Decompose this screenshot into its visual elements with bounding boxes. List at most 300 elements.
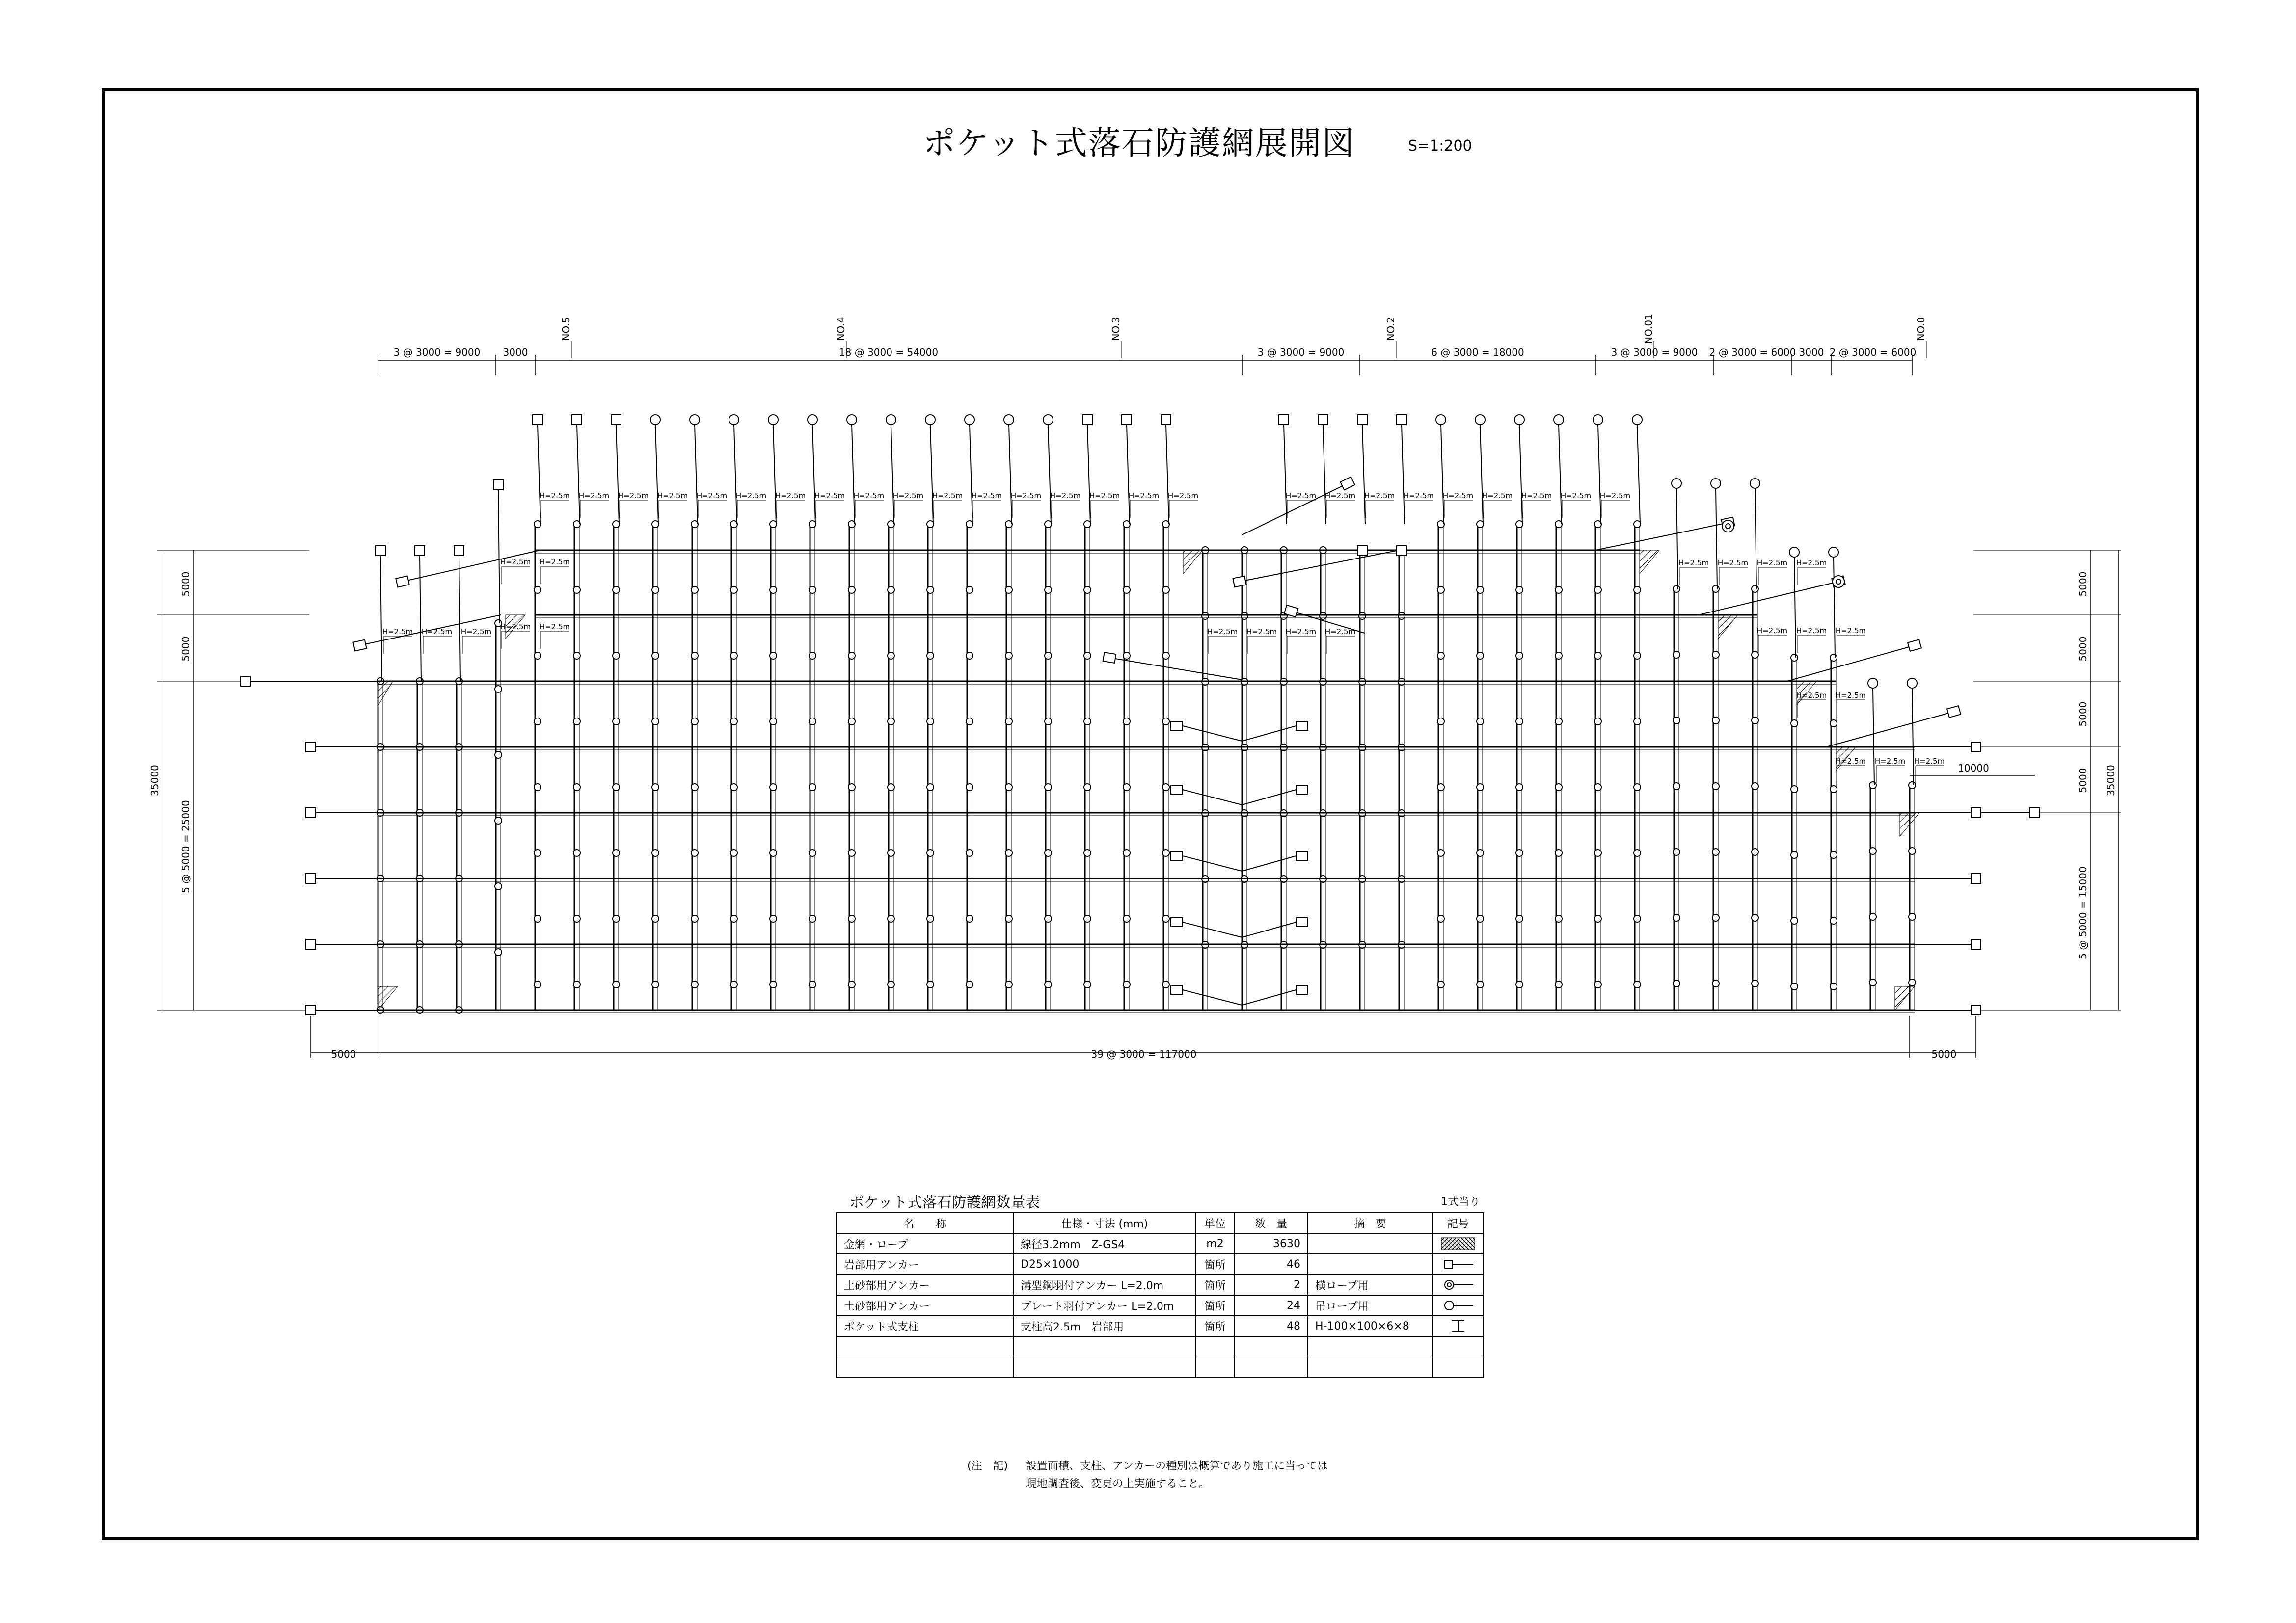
net-node xyxy=(1516,915,1523,922)
net-node xyxy=(848,981,855,988)
net-node xyxy=(888,784,894,791)
note-tag: (注 記) xyxy=(967,1460,1008,1472)
post-height-label: H=2.5m xyxy=(1246,627,1277,636)
net-node xyxy=(691,981,698,988)
net-node xyxy=(809,586,816,593)
net-node xyxy=(1555,915,1562,922)
net-node xyxy=(1634,586,1641,593)
net-node xyxy=(1516,718,1523,725)
net-node xyxy=(1712,980,1719,987)
guy-rope xyxy=(1242,856,1296,871)
net-node xyxy=(573,586,580,593)
post-height-label: H=2.5m xyxy=(1482,491,1513,500)
net-node xyxy=(1398,612,1405,619)
net-node xyxy=(1634,718,1641,725)
plate-anchor-icon xyxy=(1632,415,1642,425)
plate-anchor-icon xyxy=(1432,1295,1484,1316)
rock-anchor-icon xyxy=(1971,808,1981,818)
top-dimension-label: 3000 xyxy=(1799,346,1824,358)
plate-anchor-icon xyxy=(1554,415,1564,425)
hanger-rope xyxy=(1323,425,1326,524)
net-node xyxy=(1712,717,1719,724)
net-node xyxy=(809,850,816,856)
rock-anchor-icon xyxy=(572,415,582,425)
net-node xyxy=(770,915,777,922)
row-unit xyxy=(1196,1336,1234,1357)
net-node xyxy=(1830,720,1837,727)
net-node xyxy=(691,718,698,725)
net-node xyxy=(927,652,934,659)
net-node xyxy=(1673,980,1680,987)
net-node xyxy=(1477,915,1484,922)
plate-anchor-icon xyxy=(1672,479,1681,488)
net-node xyxy=(1830,983,1837,990)
net-node xyxy=(1162,850,1169,856)
row-name: 金網・ロープ xyxy=(837,1233,1013,1254)
plate-anchor-icon xyxy=(1829,547,1838,557)
rock-anchor-icon xyxy=(493,480,503,490)
net-node xyxy=(966,850,973,856)
net-node xyxy=(1712,849,1719,855)
net-node xyxy=(1437,586,1444,593)
bottom-dimension-label: 39 @ 3000 = 117000 xyxy=(1091,1048,1197,1060)
net-node xyxy=(1359,612,1366,619)
plate-anchor-icon xyxy=(847,415,857,425)
table-row xyxy=(837,1233,1484,1254)
net-node xyxy=(1752,585,1758,592)
rock-anchor-icon xyxy=(1357,415,1367,425)
net-node xyxy=(1437,718,1444,725)
net-node xyxy=(966,718,973,725)
extra-dimension-label: 10000 xyxy=(1958,762,1989,774)
row-note: 吊ロープ用 xyxy=(1308,1295,1432,1316)
guy-rope xyxy=(1183,790,1242,805)
hanger-rope xyxy=(420,556,421,681)
row-name: 岩部用アンカー xyxy=(837,1254,1013,1275)
post-height-label: H=2.5m xyxy=(382,627,413,636)
net-node xyxy=(1045,850,1052,856)
quantity-table xyxy=(836,1212,1484,1378)
net-node xyxy=(770,718,777,725)
net-node xyxy=(1437,850,1444,856)
net-node xyxy=(652,915,659,922)
net-node xyxy=(1162,784,1169,791)
row-symbol xyxy=(1432,1357,1484,1378)
net-node xyxy=(1162,718,1169,725)
top-dimension-label: 2 @ 3000 = 6000 xyxy=(1709,346,1796,358)
post-height-label: H=2.5m xyxy=(971,491,1002,500)
rock-anchor-icon xyxy=(1971,939,1981,949)
rock-anchor-icon xyxy=(1397,415,1406,425)
net-node xyxy=(1791,654,1798,661)
rock-anchor-icon xyxy=(611,415,621,425)
net-node xyxy=(1516,652,1523,659)
net-node xyxy=(966,586,973,593)
post-height-label: H=2.5m xyxy=(1560,491,1592,500)
net-node xyxy=(1555,718,1562,725)
net-node xyxy=(1005,652,1012,659)
row-unit: m2 xyxy=(1196,1233,1234,1254)
net-node xyxy=(1791,786,1798,793)
net-node xyxy=(1555,850,1562,856)
hanger-rope xyxy=(1912,688,1914,785)
net-node xyxy=(1477,586,1484,593)
net-node xyxy=(1673,914,1680,921)
rock-anchor-icon xyxy=(1171,851,1183,860)
hanger-rope xyxy=(1087,425,1090,524)
net-node xyxy=(1084,850,1091,856)
net-node xyxy=(1555,586,1562,593)
top-dimension-label: 3000 xyxy=(503,346,528,358)
net-node xyxy=(1437,981,1444,988)
guy-rope xyxy=(1242,726,1296,741)
row-spec: 支柱高2.5m 岩部用 xyxy=(1013,1316,1196,1336)
hanger-rope xyxy=(1598,425,1601,524)
net-node xyxy=(691,586,698,593)
row-spec: 溝型鋼羽付アンカー L=2.0m xyxy=(1013,1275,1196,1295)
net-node xyxy=(927,850,934,856)
net-node xyxy=(1320,612,1326,619)
rock-anchor-icon xyxy=(1122,415,1132,425)
row-name xyxy=(837,1336,1013,1357)
net-node xyxy=(1516,784,1523,791)
net-node xyxy=(1084,652,1091,659)
net-node xyxy=(927,586,934,593)
note-body xyxy=(1026,1458,1328,1493)
plate-anchor-icon xyxy=(1043,415,1053,425)
net-node xyxy=(1594,652,1601,659)
net-node xyxy=(1909,782,1916,789)
hanger-rope xyxy=(1873,688,1874,785)
net-node xyxy=(1830,786,1837,793)
net-node xyxy=(1634,981,1641,988)
post-height-label: H=2.5m xyxy=(1285,491,1317,500)
post-height-label: H=2.5m xyxy=(578,491,610,500)
plate-anchor-icon xyxy=(965,415,974,425)
net-node xyxy=(730,718,737,725)
net-node xyxy=(691,784,698,791)
net-node xyxy=(534,850,541,856)
rock-anchor-icon xyxy=(1971,874,1981,883)
hanger-rope xyxy=(1755,488,1756,589)
net-node xyxy=(809,652,816,659)
post-height-label: H=2.5m xyxy=(775,491,806,500)
net-node xyxy=(927,784,934,791)
post-height-label: H=2.5m xyxy=(1678,559,1709,567)
row-unit xyxy=(1196,1357,1234,1378)
net-node xyxy=(691,915,698,922)
net-node xyxy=(1084,981,1091,988)
post-height-label: H=2.5m xyxy=(539,558,570,566)
net-node xyxy=(1516,981,1523,988)
rock-anchor-icon xyxy=(1171,785,1183,794)
post-height-label: H=2.5m xyxy=(1521,491,1552,500)
net-node xyxy=(1045,981,1052,988)
post-height-label: H=2.5m xyxy=(814,491,845,500)
hanger-rope xyxy=(773,425,776,524)
rock-anchor-icon xyxy=(306,1005,316,1015)
table-row xyxy=(837,1295,1484,1316)
net-node xyxy=(1516,586,1523,593)
post-height-label: H=2.5m xyxy=(460,627,492,636)
rock-anchor-icon xyxy=(415,546,425,556)
net-node xyxy=(1712,914,1719,921)
net-node xyxy=(1634,784,1641,791)
net-node xyxy=(848,718,855,725)
post-height-label: H=2.5m xyxy=(892,491,924,500)
station-label: NO.5 xyxy=(560,317,572,341)
rock-anchor-icon xyxy=(1397,546,1406,556)
net-node xyxy=(1162,652,1169,659)
hanger-rope xyxy=(1480,425,1483,524)
top-dimension-label: 6 @ 3000 = 18000 xyxy=(1431,346,1524,358)
net-node xyxy=(848,652,855,659)
right-dimension-label: 5 @ 5000 = 15000 xyxy=(2077,866,2089,959)
net-node xyxy=(1477,718,1484,725)
post-height-label: H=2.5m xyxy=(1914,757,1945,766)
net-node xyxy=(888,850,894,856)
net-node xyxy=(1162,915,1169,922)
left-dimension-label: 5000 xyxy=(180,571,191,597)
plate-anchor-icon xyxy=(690,415,700,425)
net-node xyxy=(652,718,659,725)
hanger-rope xyxy=(498,490,500,623)
rock-anchor-icon xyxy=(1103,652,1116,663)
plate-anchor-icon xyxy=(650,415,660,425)
net-node xyxy=(1712,585,1719,592)
hanger-rope xyxy=(1402,425,1405,524)
hanger-rope xyxy=(1519,425,1522,524)
row-qty: 2 xyxy=(1234,1275,1308,1295)
net-node xyxy=(927,718,934,725)
hanger-rope xyxy=(1009,425,1012,524)
net-node xyxy=(573,652,580,659)
plate-anchor-icon xyxy=(925,415,935,425)
row-note: H-100×100×6×8 xyxy=(1308,1316,1432,1336)
hanger-rope xyxy=(812,425,815,524)
net-node xyxy=(1202,612,1209,619)
net-node xyxy=(966,981,973,988)
right-dimension-label: 5000 xyxy=(2077,701,2089,727)
net-node xyxy=(495,817,502,824)
hanger-rope xyxy=(891,425,894,524)
row-unit: 箇所 xyxy=(1196,1316,1234,1336)
net-node xyxy=(888,915,894,922)
net-node xyxy=(730,850,737,856)
net-node xyxy=(1752,914,1758,921)
top-dimension-label: 2 @ 3000 = 6000 xyxy=(1829,346,1917,358)
post-height-label: H=2.5m xyxy=(500,622,531,631)
net-node xyxy=(1437,652,1444,659)
net-node xyxy=(1673,651,1680,658)
net-node xyxy=(1791,720,1798,727)
net-node xyxy=(652,981,659,988)
net-node xyxy=(848,784,855,791)
row-note xyxy=(1308,1336,1432,1357)
net-node xyxy=(1005,586,1012,593)
row-name xyxy=(837,1357,1013,1378)
net-node xyxy=(1869,782,1876,789)
post-height-label: H=2.5m xyxy=(1835,757,1866,766)
hanger-rope xyxy=(616,425,619,524)
post-height-label: H=2.5m xyxy=(1756,559,1788,567)
net-node xyxy=(1084,586,1091,593)
hatched-pocket xyxy=(378,681,393,706)
post-height-label: H=2.5m xyxy=(1324,627,1356,636)
net-node xyxy=(1123,652,1130,659)
rock-anchor-icon xyxy=(1279,415,1289,425)
net-node xyxy=(1830,654,1837,661)
rock-anchor-icon xyxy=(1908,639,1921,651)
net-node xyxy=(927,981,934,988)
hanger-rope xyxy=(695,425,698,524)
net-node xyxy=(534,718,541,725)
net-node xyxy=(1084,915,1091,922)
rock-anchor-icon xyxy=(241,676,250,686)
net-node xyxy=(1437,784,1444,791)
post-height-label: H=2.5m xyxy=(1756,626,1788,635)
net-node xyxy=(1123,586,1130,593)
row-qty: 3630 xyxy=(1234,1233,1308,1254)
net-node xyxy=(652,850,659,856)
net-node xyxy=(1752,783,1758,790)
net-node xyxy=(809,784,816,791)
table-row xyxy=(837,1357,1484,1378)
post-height-label: H=2.5m xyxy=(1796,626,1827,635)
post-height-label: H=2.5m xyxy=(500,558,531,566)
rock-anchor-icon xyxy=(1357,546,1367,556)
plate-anchor-icon xyxy=(1789,547,1799,557)
net-node xyxy=(770,981,777,988)
net-node xyxy=(1712,651,1719,658)
hatched-pocket xyxy=(1640,550,1659,574)
guy-rope xyxy=(1242,990,1296,1005)
hanger-rope xyxy=(1362,425,1365,524)
post-height-label: H=2.5m xyxy=(1835,626,1866,635)
net-node xyxy=(770,850,777,856)
wire-net-grid xyxy=(377,521,1919,1013)
right-dimension-label: 5000 xyxy=(2077,768,2089,793)
plate-anchor-icon xyxy=(1907,678,1917,688)
top-dimension-label: 18 @ 3000 = 54000 xyxy=(838,346,939,358)
table-row xyxy=(837,1316,1484,1336)
rock-anchor-icon xyxy=(1171,721,1183,730)
net-node xyxy=(730,784,737,791)
net-node xyxy=(1909,848,1916,854)
note-line: 設置面積、支柱、アンカーの種別は概算であり施工に当っては xyxy=(1026,1460,1328,1472)
net-node xyxy=(1477,784,1484,791)
row-qty xyxy=(1234,1357,1308,1378)
channel-anchor-icon xyxy=(1726,524,1730,529)
net-node xyxy=(730,586,737,593)
hanger-rope xyxy=(852,425,855,524)
net-node xyxy=(652,652,659,659)
net-node xyxy=(495,686,502,692)
post-height-label: H=2.5m xyxy=(1599,491,1631,500)
hanger-rope xyxy=(1284,425,1287,524)
hanger-rope xyxy=(1834,557,1835,658)
rock-anchor-icon xyxy=(1082,415,1092,425)
plate-anchor-icon xyxy=(808,415,817,425)
net-node xyxy=(1555,981,1562,988)
hanger-rope xyxy=(1559,425,1562,524)
hanger-rope xyxy=(1716,488,1717,589)
net-node xyxy=(888,718,894,725)
net-node xyxy=(1555,784,1562,791)
bottom-dimension-label: 5000 xyxy=(1931,1048,1957,1060)
header-name: 名 称 xyxy=(837,1213,1013,1233)
post-height-label: H=2.5m xyxy=(1089,491,1120,500)
hanger-rope xyxy=(1127,425,1130,524)
anchor-symbols xyxy=(241,415,2040,1015)
net-node xyxy=(1084,784,1091,791)
rock-anchor-icon xyxy=(1296,851,1308,860)
net-node xyxy=(495,751,502,758)
row-unit: 箇所 xyxy=(1196,1254,1234,1275)
net-node xyxy=(1594,718,1601,725)
row-unit: 箇所 xyxy=(1196,1275,1234,1295)
net-node xyxy=(495,883,502,890)
net-node xyxy=(1123,784,1130,791)
post-height-label: H=2.5m xyxy=(1796,559,1827,567)
plate-anchor-icon xyxy=(1750,479,1760,488)
quantity-table-title: ポケット式落石防護網数量表 xyxy=(849,1194,1040,1211)
net-node xyxy=(1634,850,1641,856)
rock-anchor-icon xyxy=(306,742,316,752)
row-note xyxy=(1308,1233,1432,1254)
net-node xyxy=(1005,850,1012,856)
left-dimension-label: 5 @ 5000 = 25000 xyxy=(180,800,191,893)
net-node xyxy=(1477,652,1484,659)
hanger-rope xyxy=(538,425,540,524)
net-node xyxy=(1869,979,1876,986)
net-node xyxy=(1045,652,1052,659)
row-unit: 箇所 xyxy=(1196,1295,1234,1316)
net-node xyxy=(848,915,855,922)
row-qty xyxy=(1234,1336,1308,1357)
hanger-rope xyxy=(970,425,972,524)
post-height-label: H=2.5m xyxy=(1835,691,1866,700)
hanger-rope xyxy=(930,425,933,524)
rock-anchor-icon xyxy=(1171,918,1183,927)
rock-anchor-icon xyxy=(2030,808,2040,818)
station-label: NO.01 xyxy=(1643,314,1654,344)
net-node xyxy=(1791,917,1798,924)
net-node xyxy=(770,586,777,593)
plate-anchor-icon xyxy=(886,415,896,425)
net-node xyxy=(1123,850,1130,856)
post-height-label: H=2.5m xyxy=(539,622,570,631)
hanger-rope xyxy=(1676,488,1678,589)
hanger-rope xyxy=(1048,425,1051,524)
drawing-scale: S=1:200 xyxy=(1408,137,1472,155)
rock-anchor-icon xyxy=(1171,985,1183,994)
net-node xyxy=(1555,652,1562,659)
net-node xyxy=(1005,718,1012,725)
net-node xyxy=(1005,915,1012,922)
rock-anchor-icon xyxy=(1233,576,1246,587)
net-node xyxy=(809,718,816,725)
channel-anchor-icon xyxy=(1432,1275,1484,1295)
post-height-label: H=2.5m xyxy=(657,491,688,500)
row-spec xyxy=(1013,1336,1196,1357)
hatched-pocket xyxy=(1895,986,1915,1010)
guy-rope xyxy=(1240,550,1399,582)
table-row xyxy=(837,1336,1484,1357)
net-node xyxy=(1869,913,1876,920)
anchor-ropes xyxy=(250,425,2030,1010)
header-unit: 単位 xyxy=(1196,1213,1234,1233)
